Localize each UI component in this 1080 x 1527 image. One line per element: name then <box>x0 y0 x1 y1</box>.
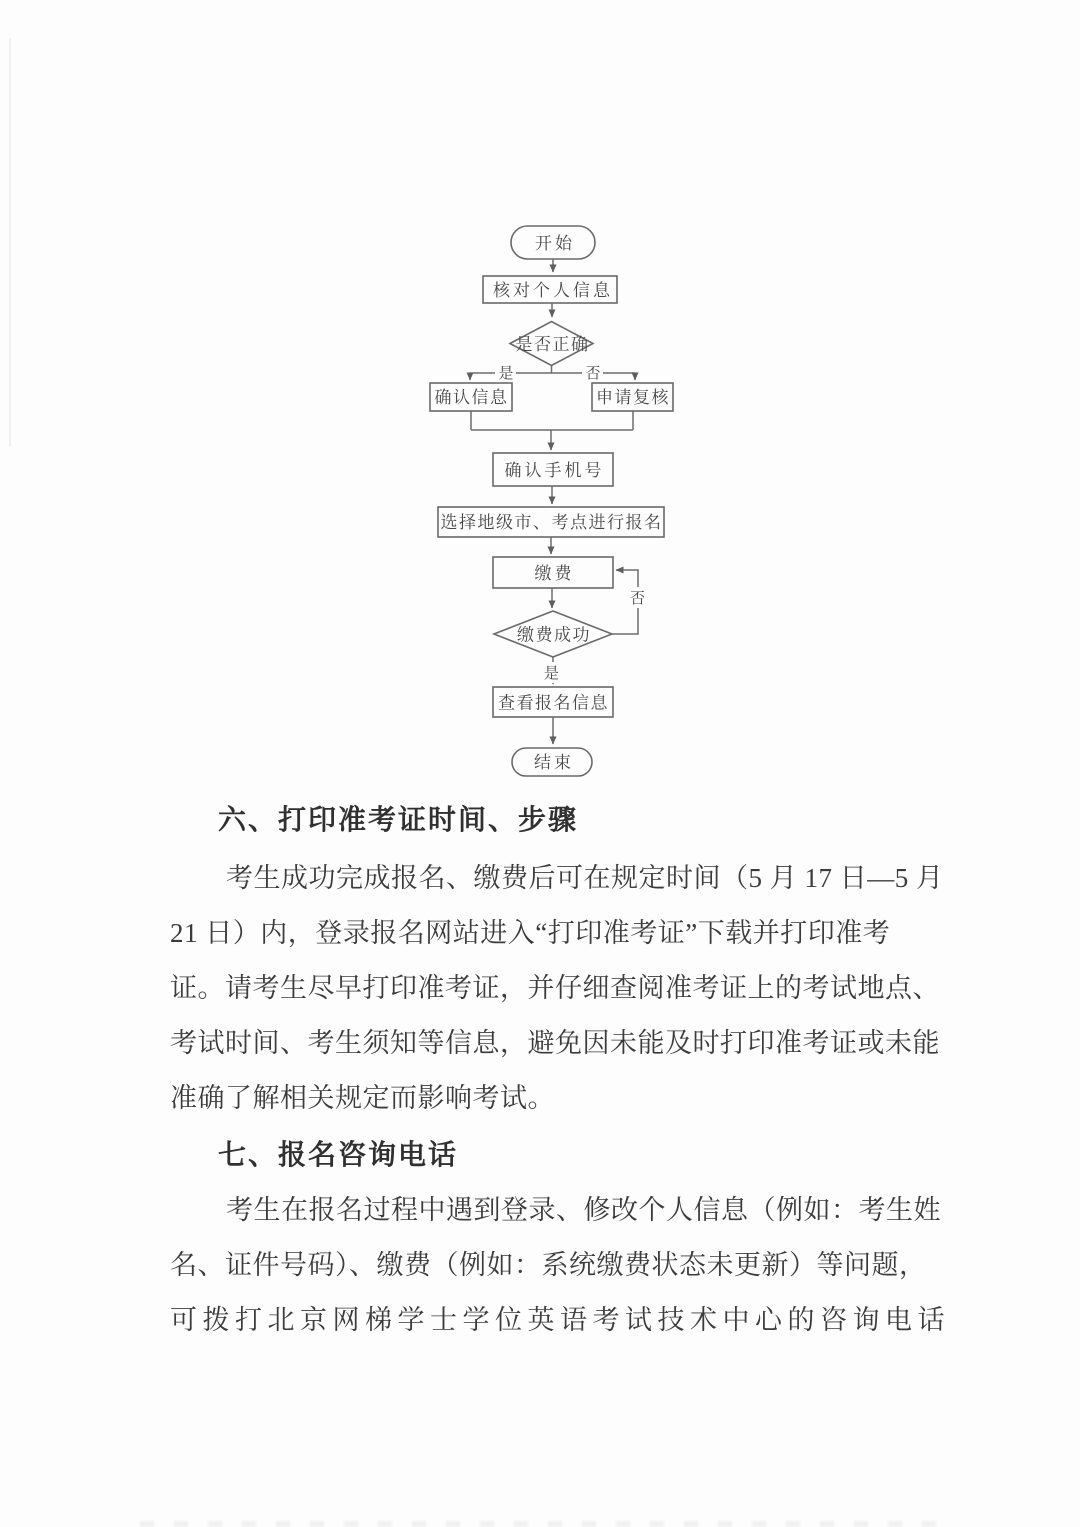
end-node-label: 结束 <box>534 753 574 772</box>
no-edge-label: 否 <box>585 366 601 382</box>
apply-review-label: 申请复核 <box>596 388 670 407</box>
text-line: 考生在报名过程中遇到登录、修改个人信息（例如：考生姓 <box>226 1195 941 1225</box>
check-info-label: 核对个人信息 <box>493 281 613 300</box>
start-node-label: 开始 <box>535 234 575 253</box>
section7-heading: 七、报名咨询电话 <box>218 1139 459 1170</box>
text-line: 可拨打北京网梯学士学位英语考试技术中心的咨询电话 <box>170 1305 950 1335</box>
is-correct-label: 是否正确 <box>515 335 590 354</box>
text-line: 证。请考生尽早打印准考证，并仔细查阅准考证上的考试地点、 <box>170 973 940 1003</box>
select-site-label: 选择地级市、考点进行报名 <box>440 513 663 532</box>
pay-label: 缴费 <box>534 564 575 583</box>
text-line: 准确了解相关规定而影响考试。 <box>170 1083 555 1113</box>
confirm-phone-label: 确认手机号 <box>504 461 605 480</box>
confirm-info-label: 确认信息 <box>434 388 509 407</box>
text-line: 名、证件号码）、缴费（例如：系统缴费状态未更新）等问题， <box>170 1250 927 1280</box>
view-info-label: 查看报名信息 <box>498 693 609 713</box>
retry-no-edge-label: 否 <box>629 591 646 607</box>
yes-edge-label: 是 <box>498 366 514 382</box>
text-line: 21 日）内，登录报名网站进入“打印准考证”下载并打印准考 <box>170 918 891 948</box>
cutoff-text-remnant <box>140 1521 950 1527</box>
text-line: 考生成功完成报名、缴费后可在规定时间（5 月 17 日—5 月 <box>226 863 944 893</box>
text-line: 考试时间、考生须知等信息，避免因未能及时打印准考证或未能 <box>170 1028 940 1058</box>
success-yes-edge-label: 是 <box>543 666 560 682</box>
pay-success-label: 缴费成功 <box>517 625 591 645</box>
section6-heading: 六、打印准考证时间、步骤 <box>218 804 579 835</box>
